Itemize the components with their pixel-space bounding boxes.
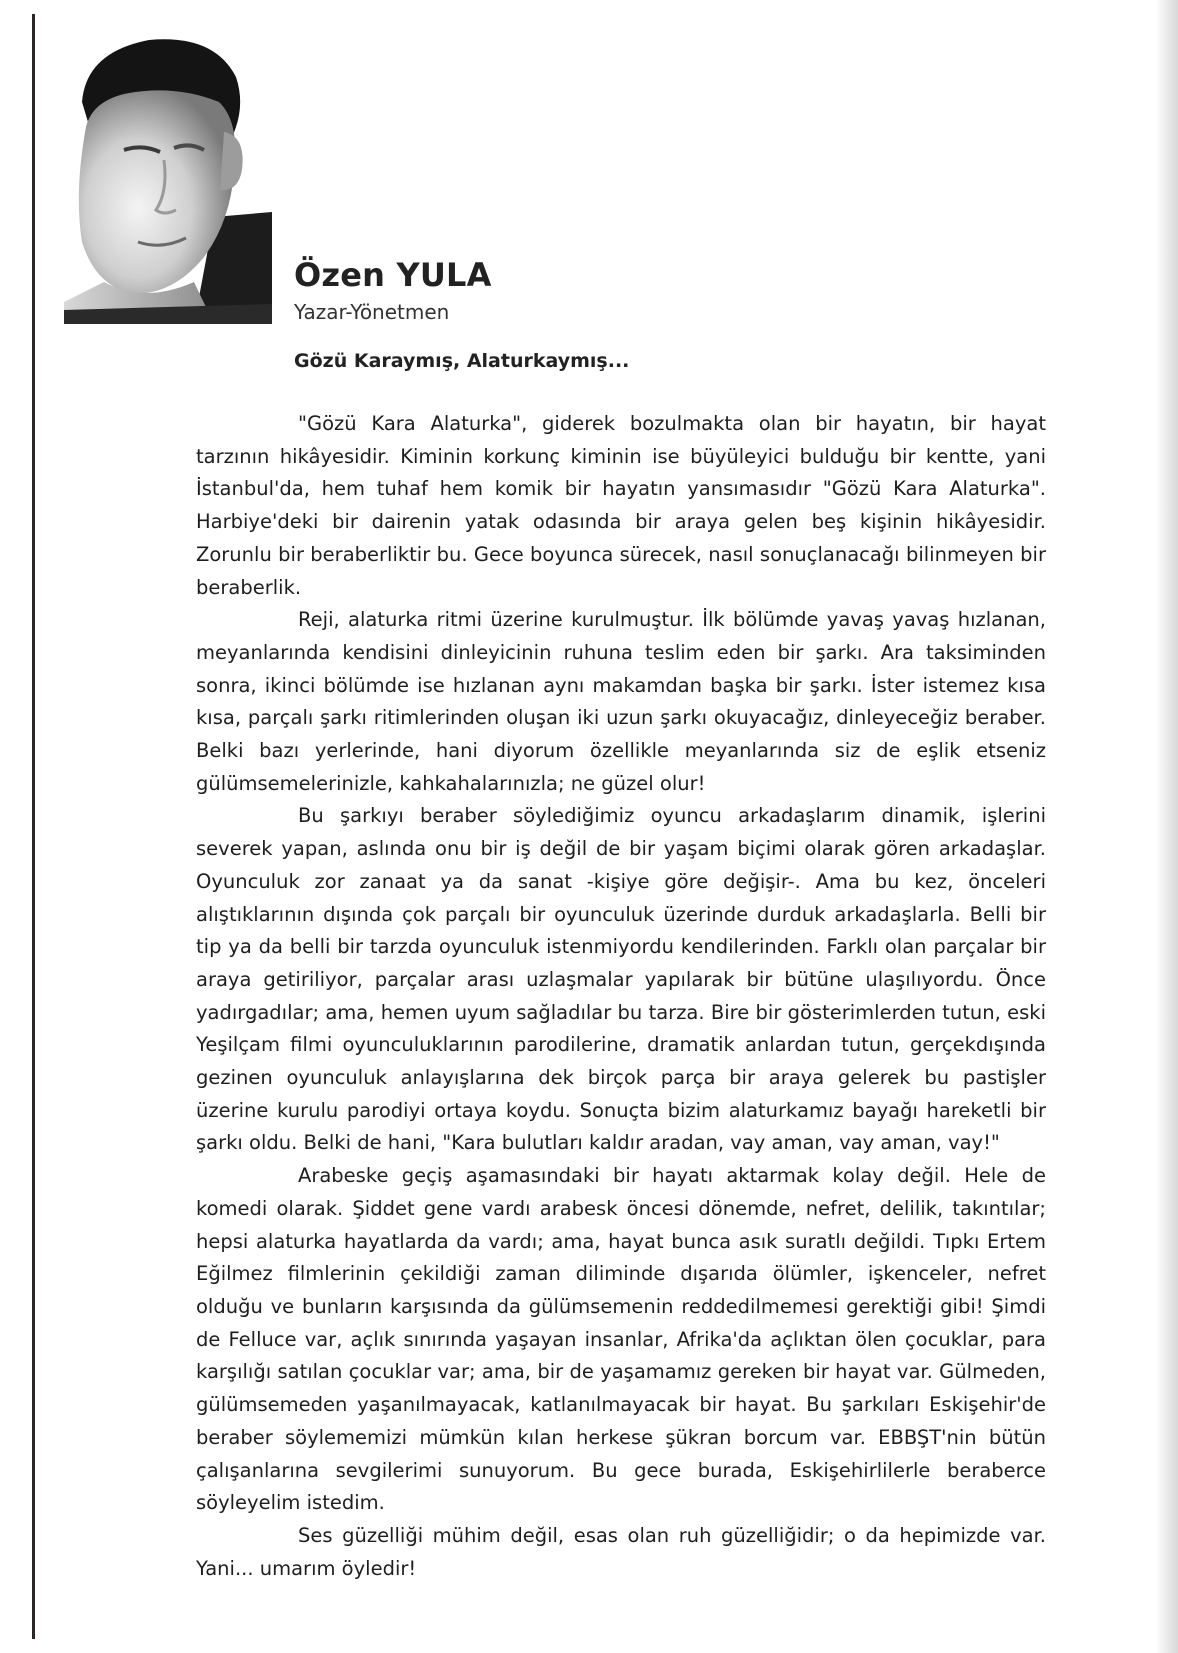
author-photo [64,32,272,324]
page-edge-shadow [1156,0,1178,1653]
paragraph: "Gözü Kara Alaturka", giderek bozulmakta olan bir hayatın, bir hayat tarzının hikâyesidir. Kiminin korkunç kiminin ise büyüleyici bulduğu bir kentte, yani İstanbul'da, hem tuhaf hem komik bir hayatın yansımasıdır "Gözü Kara Alaturka". Harbiye'deki bir dairenin yatak odasında bir araya gelen beş kişinin hikâyesidir. Zorunlu bir beraberliktir bu. Gece boyunca sürecek, nasıl sonuçlanacağı bilinmeyen bir beraberlik. [196,412,1046,599]
paragraph: Bu şarkıyı beraber söylediğimiz oyuncu arkadaşlarım dinamik, işlerini severek yapan, aslında onu bir iş değil de bir yaşam biçimi olarak gören arkadaşlar. Oyunculuk zor zanaat ya da sanat -kişiye göre değişir-. Ama bu kez, önceleri alıştıklarının dışında çok parçalı bir oyunculuk üzerinde durduk arkadaşlarla. Belli bir tip ya da belli bir tarzda oyunculuk istenmiyordu kendilerinden. Farklı olan parçalar bir araya getiriliyor, parçalar arası uzlaşmalar yapılarak bir bütüne ulaşılıyordu. Önce yadırgadılar; ama, hemen uyum sağladılar bu tarza. Bire bir gösterimlerden tutun, eski Yeşilçam filmi oyunculuklarının parodilerine, dramatik anlardan tutun, gerçekdışında gezinen oyunculuk anlayışlarına dek birçok parça bir araya gelerek bu pastişler üzerine kurulu parodiyi ortaya koydu. Sonuçta bizim alaturkamız bayağı hareketli bir şarkı oldu. Belki de hani, "Kara bulutları kaldır aradan, vay aman, vay aman, vay!" [196,804,1046,1155]
author-role: Yazar-Yönetmen [294,300,450,324]
paragraph: Ses güzelliği mühim değil, esas olan ruh güzelliğidir; o da hepimizde var. Yani... umarım öyledir! [196,1523,1046,1580]
author-name: Özen YULA [294,256,492,294]
paragraph: Arabeske geçiş aşamasındaki bir hayatı aktarmak kolay değil. Hele de komedi olarak. Şiddet gene vardı arabesk öncesi dönemde, nefret, delilik, takıntılar; hepsi alaturka hayatlarda da vardı; ama, hayat bunca asık suratlı değildi. Tıpkı Ertem Eğilmez filmlerinin çekildiği zaman diliminde dışarıda ölümler, işkenceler, nefret olduğu ve bunların karşısında da gülümsemenin reddedilmemesi gerektiği gibi! Şimdi de Felluce var, açlık sınırında yaşayan insanlar, Afrika'da açlıktan ölen çocuklar, para karşılığı satılan çocuklar var; ama, bir de yaşamamız gereken bir hayat var. Gülmeden, gülümsemeden yaşanılmayacak, katlanılmayacak bir hayat. Bu şarkıları Eskişehir'de beraber söylememizi mümkün kılan herkese şükran borcum var. EBBŞT'nin bütün çalışanlarına sevgilerimi sunuyorum. Bu gece burada, Eskişehirlilerle beraberce söyleyelim istedim. [196,1164,1046,1515]
article-body [196,408,1046,1585]
left-margin-rule [32,14,35,1639]
paragraph: Reji, alaturka ritmi üzerine kurulmuştur. İlk bölümde yavaş yavaş hızlanan, meyanlarında kendisini dinleyicinin ruhuna teslim eden bir şarkı. Ara taksiminden sonra, ikinci bölümde ise hızlanan aynı makamdan başka bir şarkı. İster istemez kısa kısa, parçalı şarkı ritimlerinden oluşan iki uzun şarkı okuyacağız, dinleyeceğiz beraber. Belki bazı yerlerinde, hani diyorum özellikle meyanlarında siz de eşlik etseniz gülümsemelerinizle, kahkahalarınızla; ne güzel olur! [196,608,1046,795]
article-title: Gözü Karaymış, Alaturkaymış... [294,350,630,372]
